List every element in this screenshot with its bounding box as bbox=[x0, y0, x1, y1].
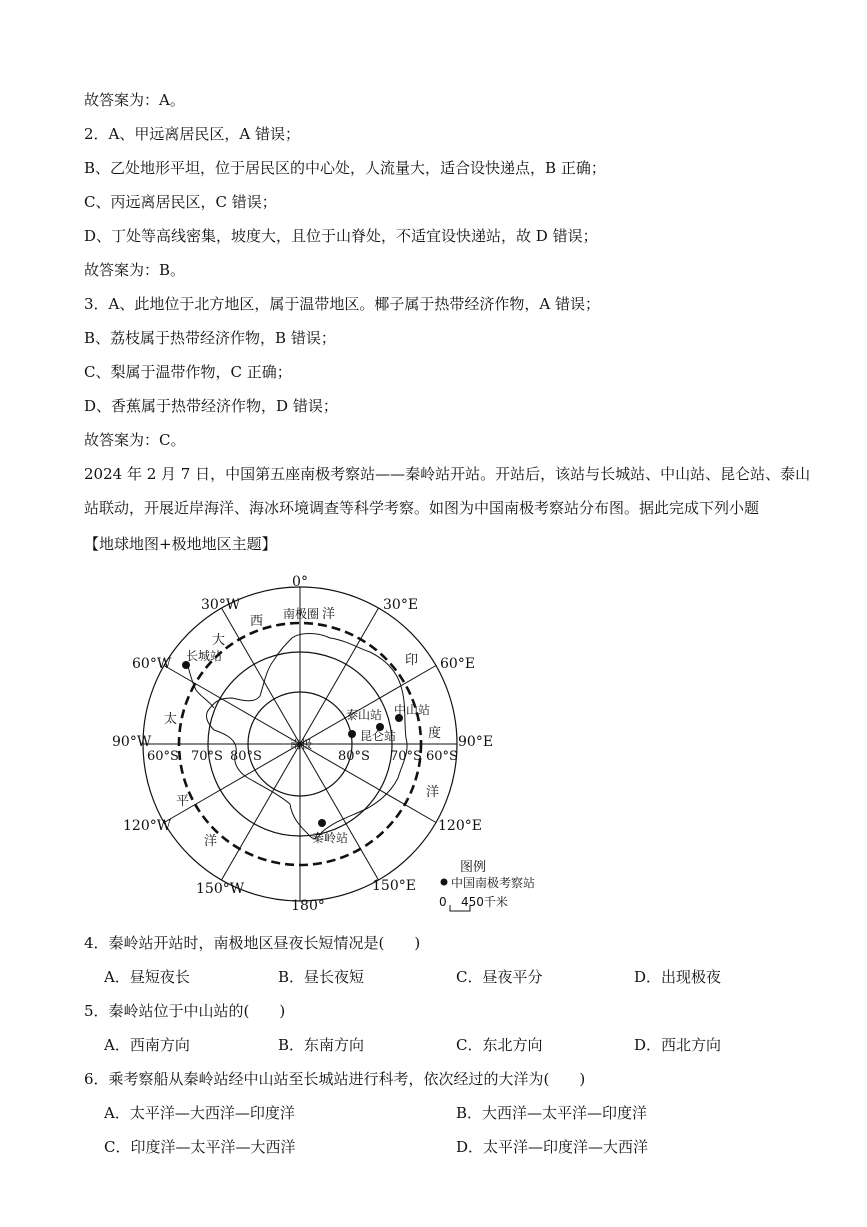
option-d[interactable]: D．西北方向 bbox=[634, 1036, 722, 1054]
text-line: D、香蕉属于热带经济作物，D 错误； bbox=[84, 397, 338, 415]
station-label: 长城站 bbox=[186, 649, 223, 663]
lat-label: 80°S bbox=[338, 749, 370, 764]
option-b[interactable]: B．昼长夜短 bbox=[278, 968, 365, 986]
text-line: D、丁处等高线密集，坡度大，且位于山脊处，不适宜设快递站，故 D 错误； bbox=[84, 227, 598, 245]
option-c[interactable]: C．印度洋—太平洋—大西洋 bbox=[104, 1138, 296, 1156]
station-label: 昆仑站 bbox=[360, 729, 397, 743]
ocean-char: 太 bbox=[164, 712, 178, 727]
scale-length: 450千米 bbox=[461, 895, 508, 909]
text-line: B、荔枝属于热带经济作物，B 错误； bbox=[84, 329, 336, 347]
lon-label: 60°W bbox=[132, 656, 172, 672]
station-label: 秦岭站 bbox=[312, 831, 349, 845]
south-pole-label: 南极 bbox=[290, 738, 312, 751]
option-a[interactable]: A．太平洋—大西洋—印度洋 bbox=[104, 1104, 295, 1122]
ocean-char: 大 bbox=[212, 633, 226, 648]
intro-paragraph: 2024 年 2 月 7 日，中国第五座南极考察站——秦岭站开站。开站后，该站与长城站、中山站、昆仑站、泰山站联动，开展近岸海洋、海冰环境调查等科学考察。如图为中国南极考察站分布图。据此完成下列小题 bbox=[84, 465, 811, 517]
text-line: B、乙处地形平坦，位于居民区的中心处，人流量大，适合设快递点，B 正确； bbox=[84, 159, 606, 177]
station-marker bbox=[348, 730, 356, 738]
option-c[interactable]: C．东北方向 bbox=[456, 1036, 543, 1054]
option-d[interactable]: D．太平洋—印度洋—大西洋 bbox=[456, 1138, 649, 1156]
lon-label: 120°E bbox=[438, 818, 482, 834]
ocean-char: 度 bbox=[428, 726, 442, 741]
question-stem: 5．秦岭站位于中山站的( ) bbox=[84, 1002, 286, 1020]
scale-zero: 0 bbox=[439, 895, 447, 909]
antarctic-station-map bbox=[110, 568, 560, 918]
text-line: C、丙远离居民区，C 错误； bbox=[84, 193, 277, 211]
legend-item: 中国南极考察站 bbox=[451, 876, 536, 890]
text-line: 故答案为：C。 bbox=[84, 431, 186, 449]
lat-label: 70°S bbox=[390, 749, 422, 764]
lat-label: 80°S bbox=[230, 749, 262, 764]
lon-label: 90°E bbox=[458, 734, 494, 750]
question-stem: 6．乘考察船从秦岭站经中山站至长城站进行科考，依次经过的大洋为( ) bbox=[84, 1070, 586, 1088]
text-line: 2．A、甲远离居民区，A 错误； bbox=[84, 125, 300, 143]
text-line: 3．A、此地位于北方地区，属于温带地区。椰子属于热带经济作物，A 错误； bbox=[84, 295, 600, 313]
lon-label: 180° bbox=[291, 898, 325, 914]
option-b[interactable]: B．东南方向 bbox=[278, 1036, 365, 1054]
option-d[interactable]: D．出现极夜 bbox=[634, 968, 722, 986]
option-a[interactable]: A．西南方向 bbox=[104, 1036, 190, 1054]
legend-marker bbox=[441, 879, 448, 886]
question-stem: 4．秦岭站开站时，南极地区昼夜长短情况是( ) bbox=[84, 934, 421, 952]
option-b[interactable]: B．大西洋—太平洋—印度洋 bbox=[456, 1104, 648, 1122]
lon-label: 30°W bbox=[201, 597, 241, 613]
lon-label: 0° bbox=[292, 574, 308, 590]
lon-label: 120°W bbox=[123, 818, 172, 834]
station-label: 泰山站 bbox=[346, 708, 383, 722]
station-marker bbox=[318, 819, 326, 827]
lon-label: 30°E bbox=[383, 597, 419, 613]
text-line: 故答案为：A。 bbox=[84, 91, 185, 109]
ocean-char: 印 bbox=[405, 653, 419, 668]
topic-tag: 【地球地图+极地地区主题】 bbox=[84, 535, 277, 553]
ocean-char: 西 bbox=[250, 614, 264, 629]
legend-title: 图例 bbox=[460, 860, 487, 875]
option-c[interactable]: C．昼夜平分 bbox=[456, 968, 543, 986]
text-line: C、梨属于温带作物，C 正确； bbox=[84, 363, 292, 381]
text-line: 故答案为：B。 bbox=[84, 261, 186, 279]
antarctic-circle-label: 南极圈 bbox=[283, 607, 320, 621]
lat-label: 70°S bbox=[191, 749, 223, 764]
lat-label: 60°S bbox=[147, 749, 179, 764]
lon-label: 90°W bbox=[112, 734, 152, 750]
ocean-char: 洋 bbox=[204, 834, 218, 849]
ocean-char: 平 bbox=[176, 794, 190, 809]
ocean-char: 洋 bbox=[322, 607, 336, 622]
lon-label: 150°E bbox=[372, 878, 416, 894]
ocean-char: 洋 bbox=[426, 785, 440, 800]
lon-label: 150°W bbox=[196, 881, 245, 897]
station-label: 中山站 bbox=[394, 703, 431, 717]
lon-label: 60°E bbox=[440, 656, 476, 672]
lat-label: 60°S bbox=[426, 749, 458, 764]
option-a[interactable]: A．昼短夜长 bbox=[104, 968, 190, 986]
